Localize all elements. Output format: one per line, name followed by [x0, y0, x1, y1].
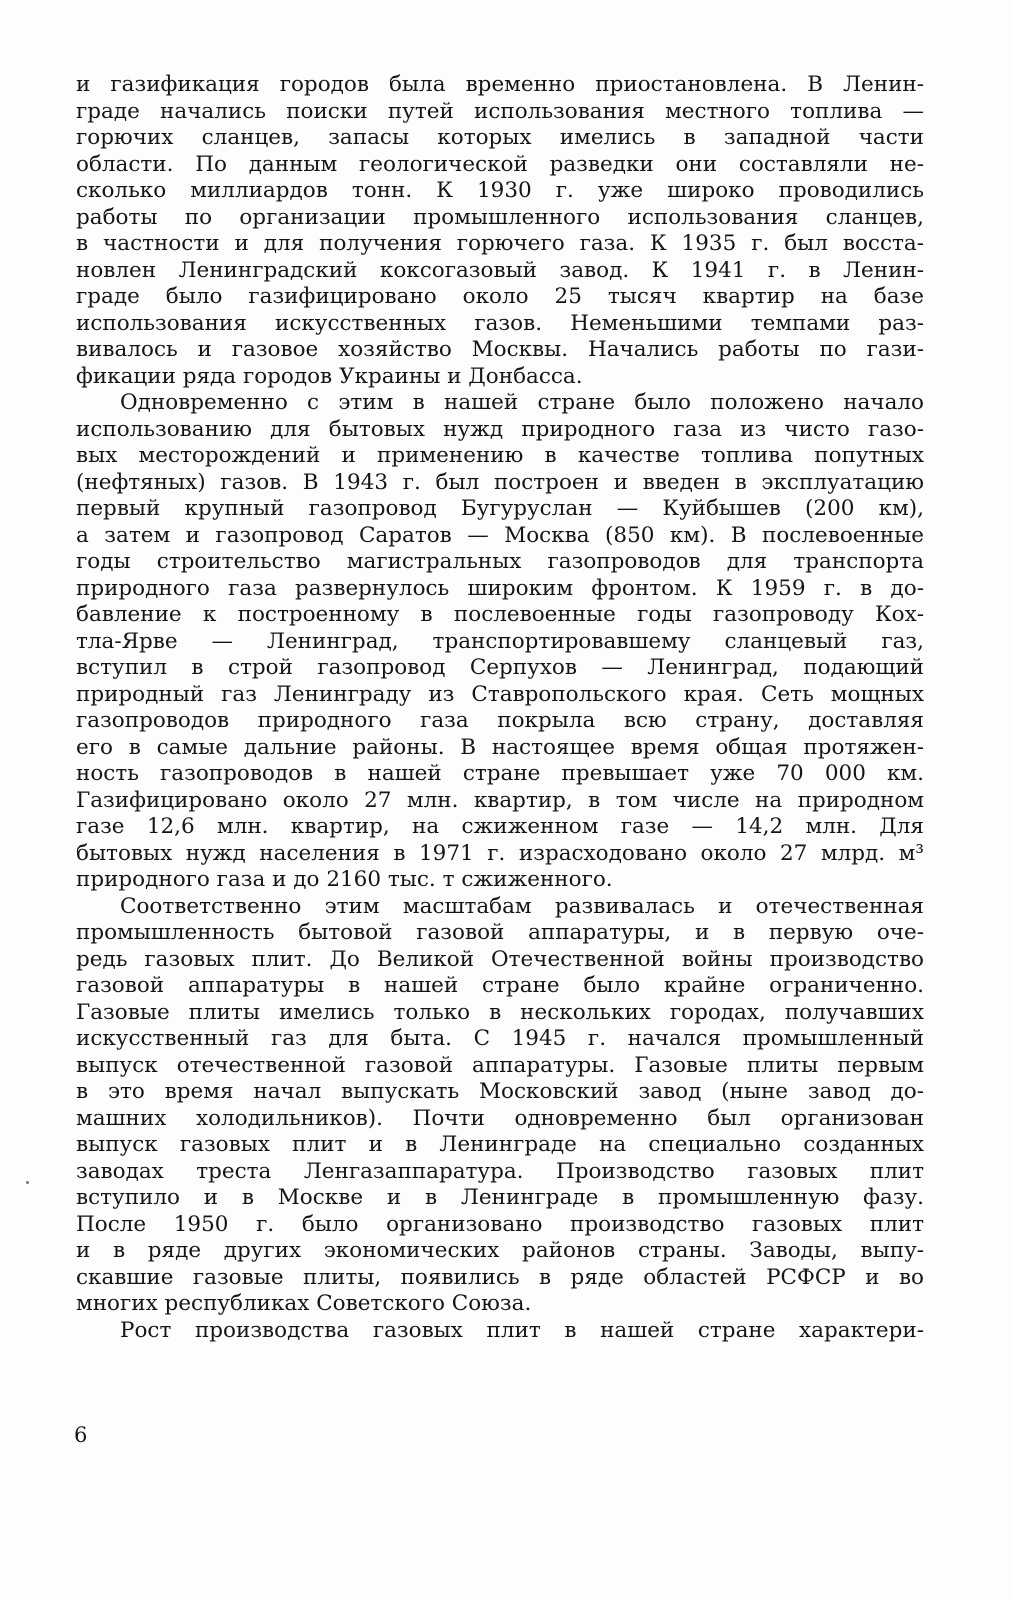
text-line: (нефтяных) газов. В 1943 г. был построен и введен в эксплуатацию — [76, 469, 924, 495]
text-line: ность газопроводов в нашей стране превышает уже 70 000 км. — [76, 761, 924, 786]
text-line: и газификация городов была временно приостановлена. В Ленин- — [76, 72, 924, 97]
paragraph — [76, 390, 924, 894]
text-line: Газифицировано около 27 млн. квартир, в том числе на природном — [76, 787, 924, 813]
text-line: вступило и в Москве и в Ленинграде в промышленную фазу. — [76, 1185, 924, 1210]
text-line: природного газа и до 2160 тыс. т сжиженного. — [76, 867, 613, 892]
text-line: области. По данным геологической разведки они составляли не- — [76, 151, 924, 177]
text-line: газовой аппаратуры в нашей стране было крайне ограниченно. — [76, 973, 924, 998]
body-text — [76, 72, 924, 1344]
text-line: новлен Ленинградский коксогазовый завод. К 1941 г. в Ленин- — [76, 257, 924, 283]
text-line: использованию для бытовых нужд природного газа из чисто газо- — [76, 416, 924, 442]
paragraph — [76, 894, 924, 1318]
text-line: Рост производства газовых плит в нашей стране характери- — [120, 1317, 924, 1343]
text-line: бытовых нужд населения в 1971 г. израсходовано около 27 млрд. м³ — [76, 840, 924, 866]
text-line: фикации ряда городов Украины и Донбасса. — [76, 363, 583, 389]
text-line: промышленность бытовой газовой аппаратуры, и в первую оче- — [76, 920, 924, 945]
paragraph — [76, 72, 924, 390]
text-line: После 1950 г. было организовано производство газовых плит — [76, 1211, 924, 1237]
text-line: вивалось и газовое хозяйство Москвы. Начались работы по гази- — [76, 337, 924, 362]
text-line: граде начались поиски путей использования местного топлива — — [76, 98, 924, 124]
text-line: выпуск газовых плит и в Ленинграде на специально созданных — [76, 1132, 924, 1157]
text-line: первый крупный газопровод Бугуруслан — Куйбышев (200 км), — [76, 496, 924, 521]
text-line: Одновременно с этим в нашей стране было положено начало — [120, 390, 924, 415]
text-line: Газовые плиты имелись только в нескольких городах, получавших — [76, 999, 924, 1025]
text-line: граде было газифицировано около 25 тысяч квартир на базе — [76, 284, 924, 309]
text-line: Соответственно этим масштабам развивалась и отечественная — [120, 893, 924, 919]
paragraph — [76, 1318, 924, 1345]
text-line: сколько миллиардов тонн. К 1930 г. уже широко проводились — [76, 178, 924, 203]
text-line: редь газовых плит. До Великой Отечественной войны производство — [76, 946, 924, 972]
scan-speck — [26, 1181, 29, 1184]
text-line: его в самые дальние районы. В настоящее время общая протяжен- — [76, 734, 924, 760]
text-line: газопроводов природного газа покрыла всю страну, доставляя — [76, 708, 924, 733]
text-line: многих республиках Советского Союза. — [76, 1291, 532, 1316]
text-line: искусственный газ для быта. С 1945 г. начался промышленный — [76, 1026, 924, 1051]
text-line: вступил в строй газопровод Серпухов — Ленинград, подающий — [76, 655, 924, 680]
text-line: в частности и для получения горючего газа. К 1935 г. был восста- — [76, 231, 924, 256]
text-line: использования искусственных газов. Неменьшими темпами раз- — [76, 310, 924, 336]
text-line: годы строительство магистральных газопроводов для транспорта — [76, 549, 924, 574]
text-line: заводах треста Ленгазаппаратура. Производство газовых плит — [76, 1158, 924, 1184]
text-line: газе 12,6 млн. квартир, на сжиженном газе — 14,2 млн. Для — [76, 814, 924, 839]
text-line: скавшие газовые плиты, появились в ряде областей РСФСР и во — [76, 1264, 924, 1290]
text-line: в это время начал выпускать Московский завод (ныне завод до- — [76, 1079, 924, 1104]
text-line: вых месторождений и применению в качестве топлива попутных — [76, 443, 924, 468]
text-line: а затем и газопровод Саратов — Москва (850 км). В послевоенные — [76, 522, 924, 548]
text-line: машних холодильников). Почти одновременно был организован — [76, 1105, 924, 1131]
text-line: горючих сланцев, запасы которых имелись в западной части — [76, 125, 924, 150]
text-line: тла-Ярве — Ленинград, транспортировавшему сланцевый газ, — [76, 628, 924, 654]
text-line: природный газ Ленинграду из Ставропольского края. Сеть мощных — [76, 681, 924, 707]
text-line: работы по организации промышленного использования сланцев, — [76, 204, 924, 230]
text-line: природного газа развернулось широким фронтом. К 1959 г. в до- — [76, 575, 924, 601]
text-line: бавление к построенному в послевоенные годы газопроводу Кох- — [76, 602, 924, 627]
page-number: 6 — [74, 1423, 88, 1447]
text-line: и в ряде других экономических районов страны. Заводы, выпу- — [76, 1238, 924, 1263]
text-line: выпуск отечественной газовой аппаратуры. Газовые плиты первым — [76, 1052, 924, 1078]
